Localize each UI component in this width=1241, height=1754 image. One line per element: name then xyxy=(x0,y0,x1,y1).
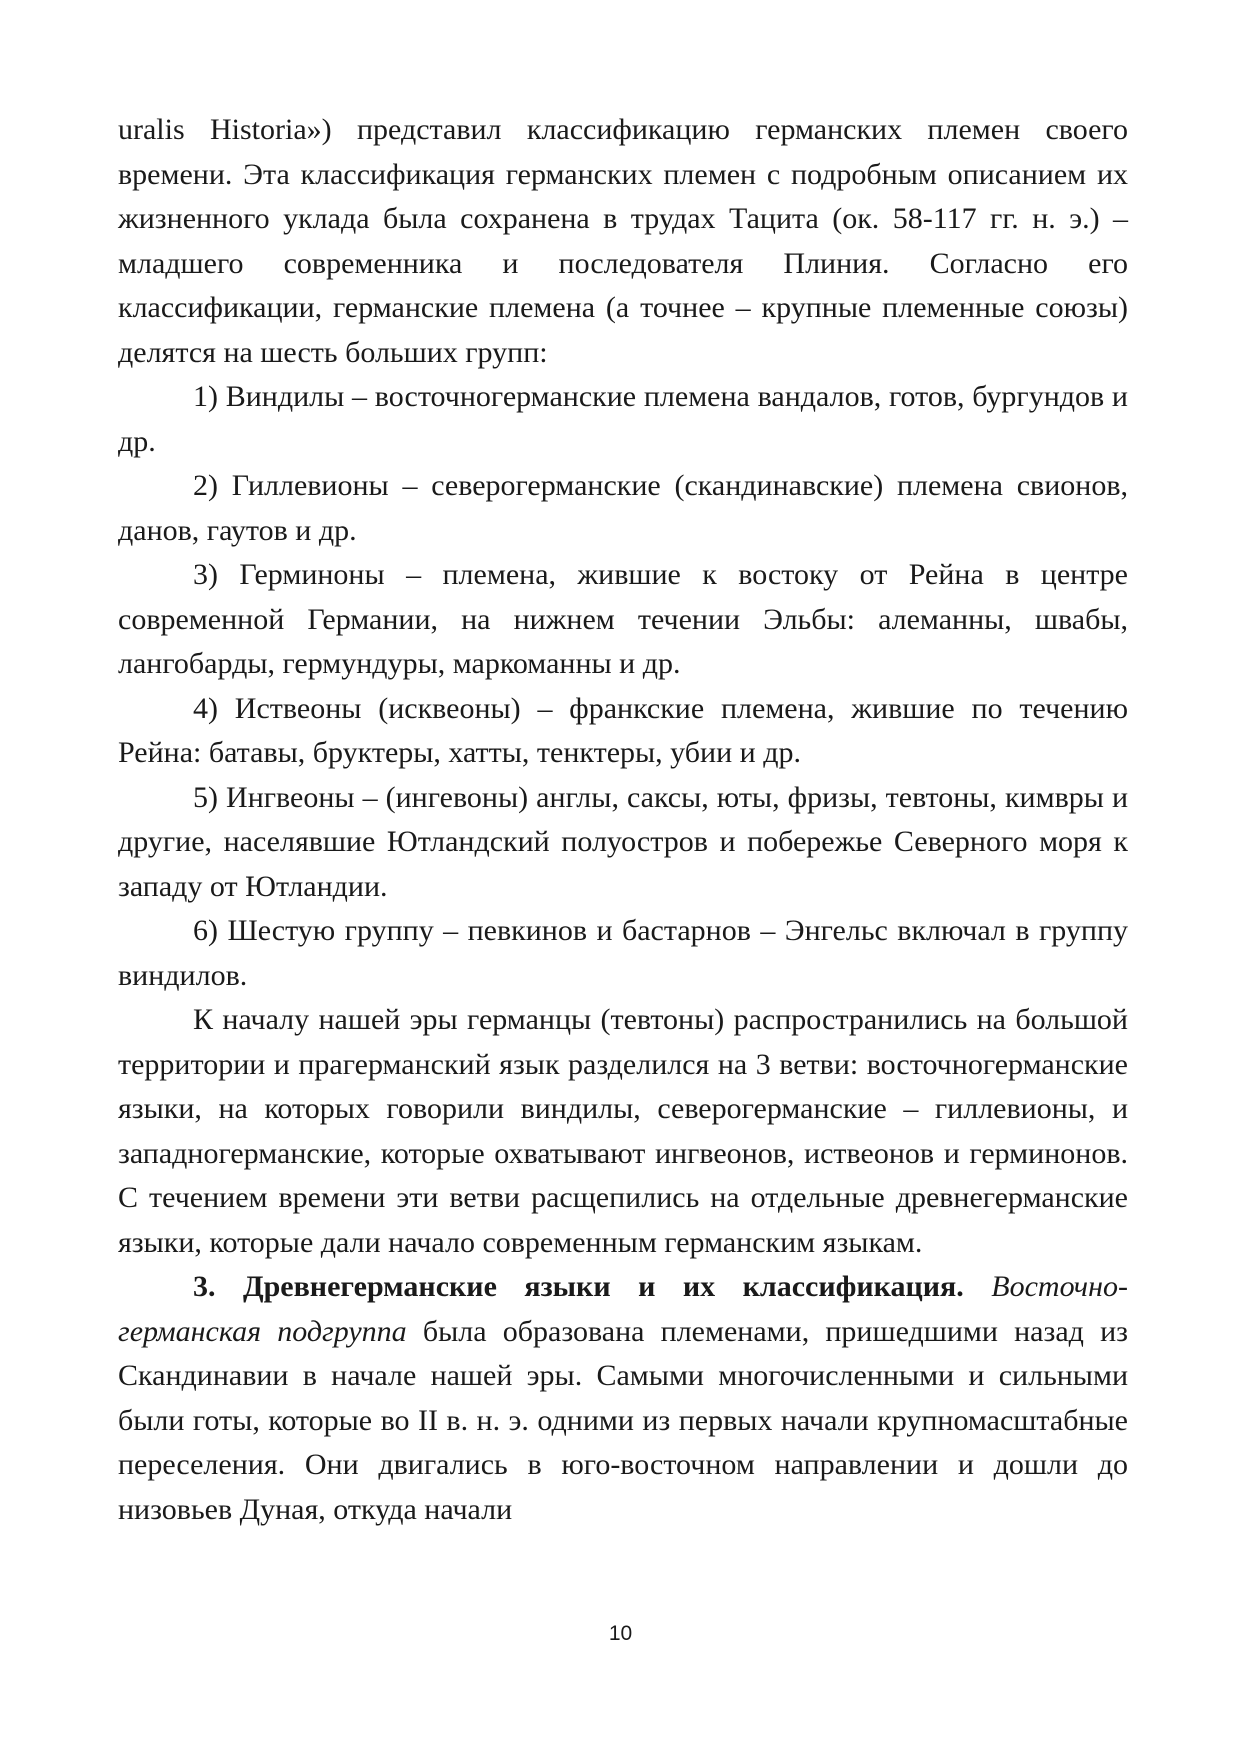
section-3-text: была образована племенами, пришедшими назад из Скандинавии в начале нашей эры. Самыми многочисленными и сильными были готы, которые во II в. н. э. одними из первых начали крупномасштабные переселения. Они двигались в юго-восточном направлении и дошли до низовьев Дуная, откуда начали xyxy=(118,1314,1129,1526)
list-item-germinoni: 3) Герминоны – племена, жившие к востоку от Рейна в центре современной Германии, на нижнем течении Эльбы: алеманны, швабы, лангобарды, гермундуры, маркоманны и др. xyxy=(118,558,1128,680)
paragraph-intro: uralis Historia») представил классификацию германских племен своего времени. Эта классификация германских племен с подробным описанием их жизненного уклада была сохранена в трудах Тацита (ок. 58-117 гг. н. э.) – младшего современника и последователя Плиния. Согласно его классификации, германские племена (а точнее – крупные племенные союзы) делятся на шесть больших групп: xyxy=(118,113,1128,369)
list-item-vindili: 1) Виндилы – восточногерманские племена вандалов, готов, бургундов и др. xyxy=(118,380,1128,458)
page-number: 10 xyxy=(608,1622,633,1645)
list-item-gillevioni: 2) Гиллевионы – северогерманские (скандинавские) племена свионов, данов, гаутов и др. xyxy=(118,469,1128,547)
section-3-paragraph xyxy=(118,1265,1128,1532)
list-item-sixth-group: 6) Шестую группу – певкинов и бастарнов – Энгельс включал в группу виндилов. xyxy=(118,914,1128,992)
list-item-istveoni: 4) Иствеоны (исквеоны) – франкские племена, жившие по течению Рейна: батавы, бруктеры, хатты, тенктеры, убии и др. xyxy=(118,691,1128,769)
paragraph-branches: К началу нашей эры германцы (тевтоны) распространились на большой территории и прагерманский язык разделился на 3 ветви: восточногерманские языки, на которых говорили виндилы, северогерманские – гиллевионы, и западногерманские, которые охватывают ингвеонов, иствеонов и герминонов. С течением времени эти ветви расщепились на отдельные древнегерманские языки, которые дали начало современным германским языкам. xyxy=(118,1003,1128,1259)
section-3-heading: 3. Древнегерманские языки и их классификация. xyxy=(193,1270,964,1303)
list-item-ingveoni: 5) Ингвеоны – (ингевоны) англы, саксы, юты, фризы, тевтоны, кимвры и другие, населявшие Ютландский полуостров и побережье Северного моря к западу от Ютландии. xyxy=(118,780,1128,903)
document-body xyxy=(118,108,1128,1532)
section-3-italic-term: Восточногерманская подгруппа xyxy=(118,1270,1128,1348)
